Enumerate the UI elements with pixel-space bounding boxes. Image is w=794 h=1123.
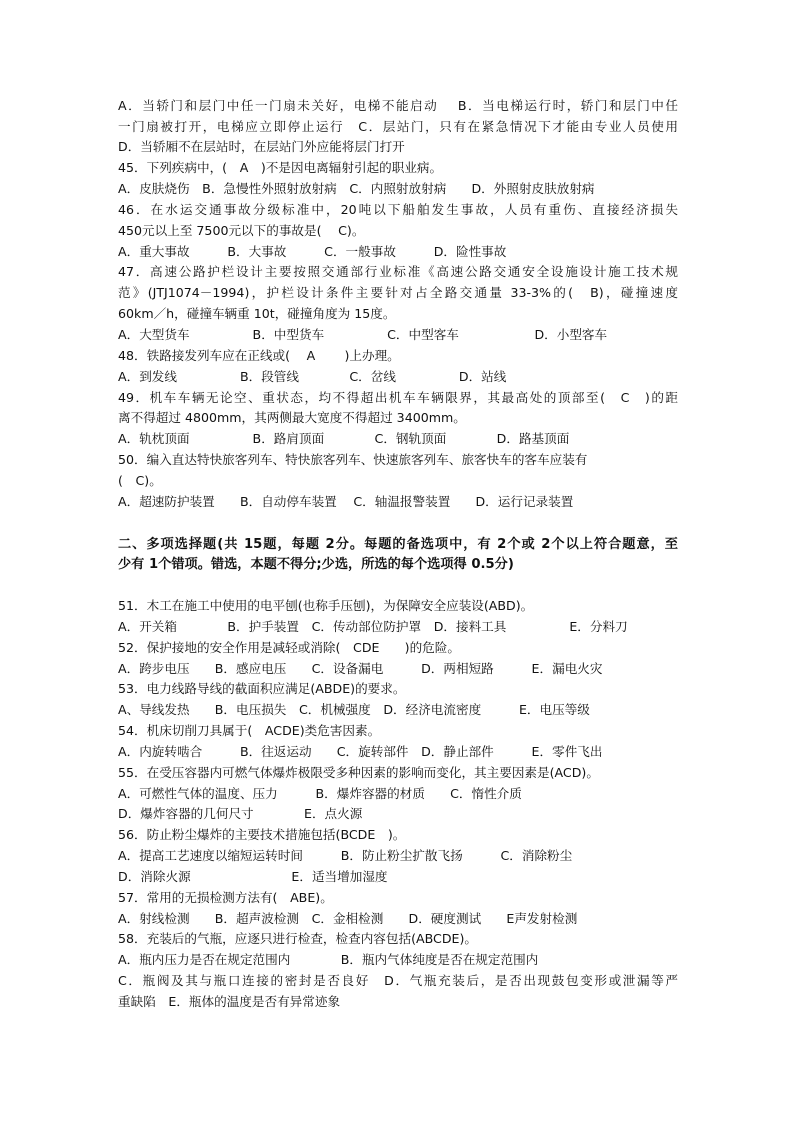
text-line: 离不得超过 4800mm，其两侧最大宽度不得超过 3400mm。 [118, 410, 466, 425]
options-54: A．内旋转啮合 B．往返运动 C．旋转部件 D．静止部件 E．零件飞出 [118, 744, 603, 759]
options-45: A．皮肤烧伤 B．急慢性外照射放射病 C．内照射放射病 D．外照射皮肤放射病 [118, 181, 595, 196]
question-45: 45．下列疾病中，( A )不是因电离辐射引起的职业病。 [118, 160, 443, 175]
text-line: A．当轿门和层门中任一门扇未关好，电梯不能启动 B．当电梯运行时，轿门和层门中任 [118, 98, 678, 113]
options-47: A．大型货车 B．中型货车 C．中型客车 D．小型客车 [118, 327, 608, 342]
options-55: A．可燃性气体的温度、压力 B．爆炸容器的材质 C．惰性介质 [118, 786, 522, 801]
options-58-end: 重缺陷 E．瓶体的温度是否有异常迹象 [118, 994, 341, 1009]
options-49: A．轨枕顶面 B．路肩顶面 C．钢轨顶面 D．路基顶面 [118, 431, 570, 446]
question-48: 48．铁路接发列车应在正线或( A )上办理。 [118, 348, 400, 363]
section-heading-cont: 少有 1个错项。错选，本题不得分;少选，所选的每个选项得 0.5分) [118, 557, 514, 572]
text-line: 一门扇被打开，电梯应立即停止运行 C．层站门，只有在紧急情况下才能由专业人员使用 [118, 119, 678, 134]
options-50: A．超速防护装置 B．自动停车装置 C．轴温报警装置 D．运行记录装置 [118, 494, 574, 509]
text-line: 60km／h，碰撞车辆重 10t，碰撞角度为 15度。 [118, 306, 396, 321]
question-51: 51．木工在施工中使用的电平刨(也称手压刨)，为保障安全应装设(ABD)。 [118, 598, 534, 613]
question-50: 50．编入直达特快旅客列车、特快旅客列车、快速旅客列车、旅客快车的客车应装有 [118, 452, 588, 467]
options-51: A．开关箱 B．护手装置 C．传动部位防护罩 D．接料工具 E．分料刀 [118, 619, 628, 634]
options-58: A．瓶内压力是否在规定范围内 B．瓶内气体纯度是否在规定范围内 [118, 952, 539, 967]
options-46: A．重大事故 B．大事故 C．一般事故 D．险性事故 [118, 244, 507, 259]
question-54: 54．机床切削刀具属于( ACDE)类危害因素。 [118, 723, 381, 738]
text-line: ( C)。 [118, 473, 162, 488]
options-52: A．跨步电压 B．感应电压 C．设备漏电 D．两相短路 E．漏电火灾 [118, 661, 603, 676]
options-56: A．提高工艺速度以缩短运转时间 B．防止粉尘扩散飞扬 C．消除粉尘 [118, 848, 573, 863]
text-line: D．当轿厢不在层站时，在层站门外应能将层门打开 [118, 139, 405, 154]
question-47: 47．高速公路护栏设计主要按照交通部行业标准《高速公路交通安全设施设计施工技术规 [118, 264, 678, 279]
question-58: 58．充装后的气瓶，应逐只进行检查，检查内容包括(ABCDE)。 [118, 931, 477, 946]
options-57: A．射线检测 B．超声波检测 C．金相检测 D．硬度测试 E声发射检测 [118, 911, 578, 926]
question-56: 56．防止粉尘爆炸的主要技术措施包括(BCDE )。 [118, 827, 406, 842]
options-55-cont: D．爆炸容器的几何尺寸 E．点火源 [118, 806, 363, 821]
question-52: 52．保护接地的安全作用是减轻或消除( CDE )的危险。 [118, 640, 460, 655]
section-heading: 二、多项选择题(共 15题，每题 2分。每题的备选项中，有 2个或 2个以上符合题意，至 [118, 537, 678, 552]
options-58-cont: C．瓶阀及其与瓶口连接的密封是否良好 D．气瓶充装后，是否出现鼓包变形或泄漏等严 [118, 973, 678, 988]
question-55: 55．在受压容器内可燃气体爆炸极限受多种因素的影响而变化，其主要因素是(ACD)。 [118, 765, 599, 780]
text-line: 范》(JTJ1074－1994)，护栏设计条件主要针对占全路交通量 33-3%的( B)，碰撞速度 [118, 285, 678, 300]
text-line: 450元以上至 7500元以下的事故是( C)。 [118, 223, 365, 238]
question-49: 49．机车车辆无论空、重状态，均不得超出机车车辆限界，其最高处的顶部至( C )的距 [118, 390, 678, 405]
question-53: 53．电力线路导线的截面积应满足(ABDE)的要求。 [118, 681, 406, 696]
question-57: 57．常用的无损检测方法有( ABE)。 [118, 890, 333, 905]
options-53: A、导线发热 B．电压损失 C．机械强度 D．经济电流密度 E．电压等级 [118, 702, 590, 717]
question-46: 46．在水运交通事故分级标准中，20吨以下船舶发生事故，人员有重伤、直接经济损失 [118, 202, 678, 217]
options-48: A．到发线 B．段管线 C．岔线 D．站线 [118, 369, 507, 384]
options-56-cont: D．消除火源 E．适当增加湿度 [118, 869, 388, 884]
